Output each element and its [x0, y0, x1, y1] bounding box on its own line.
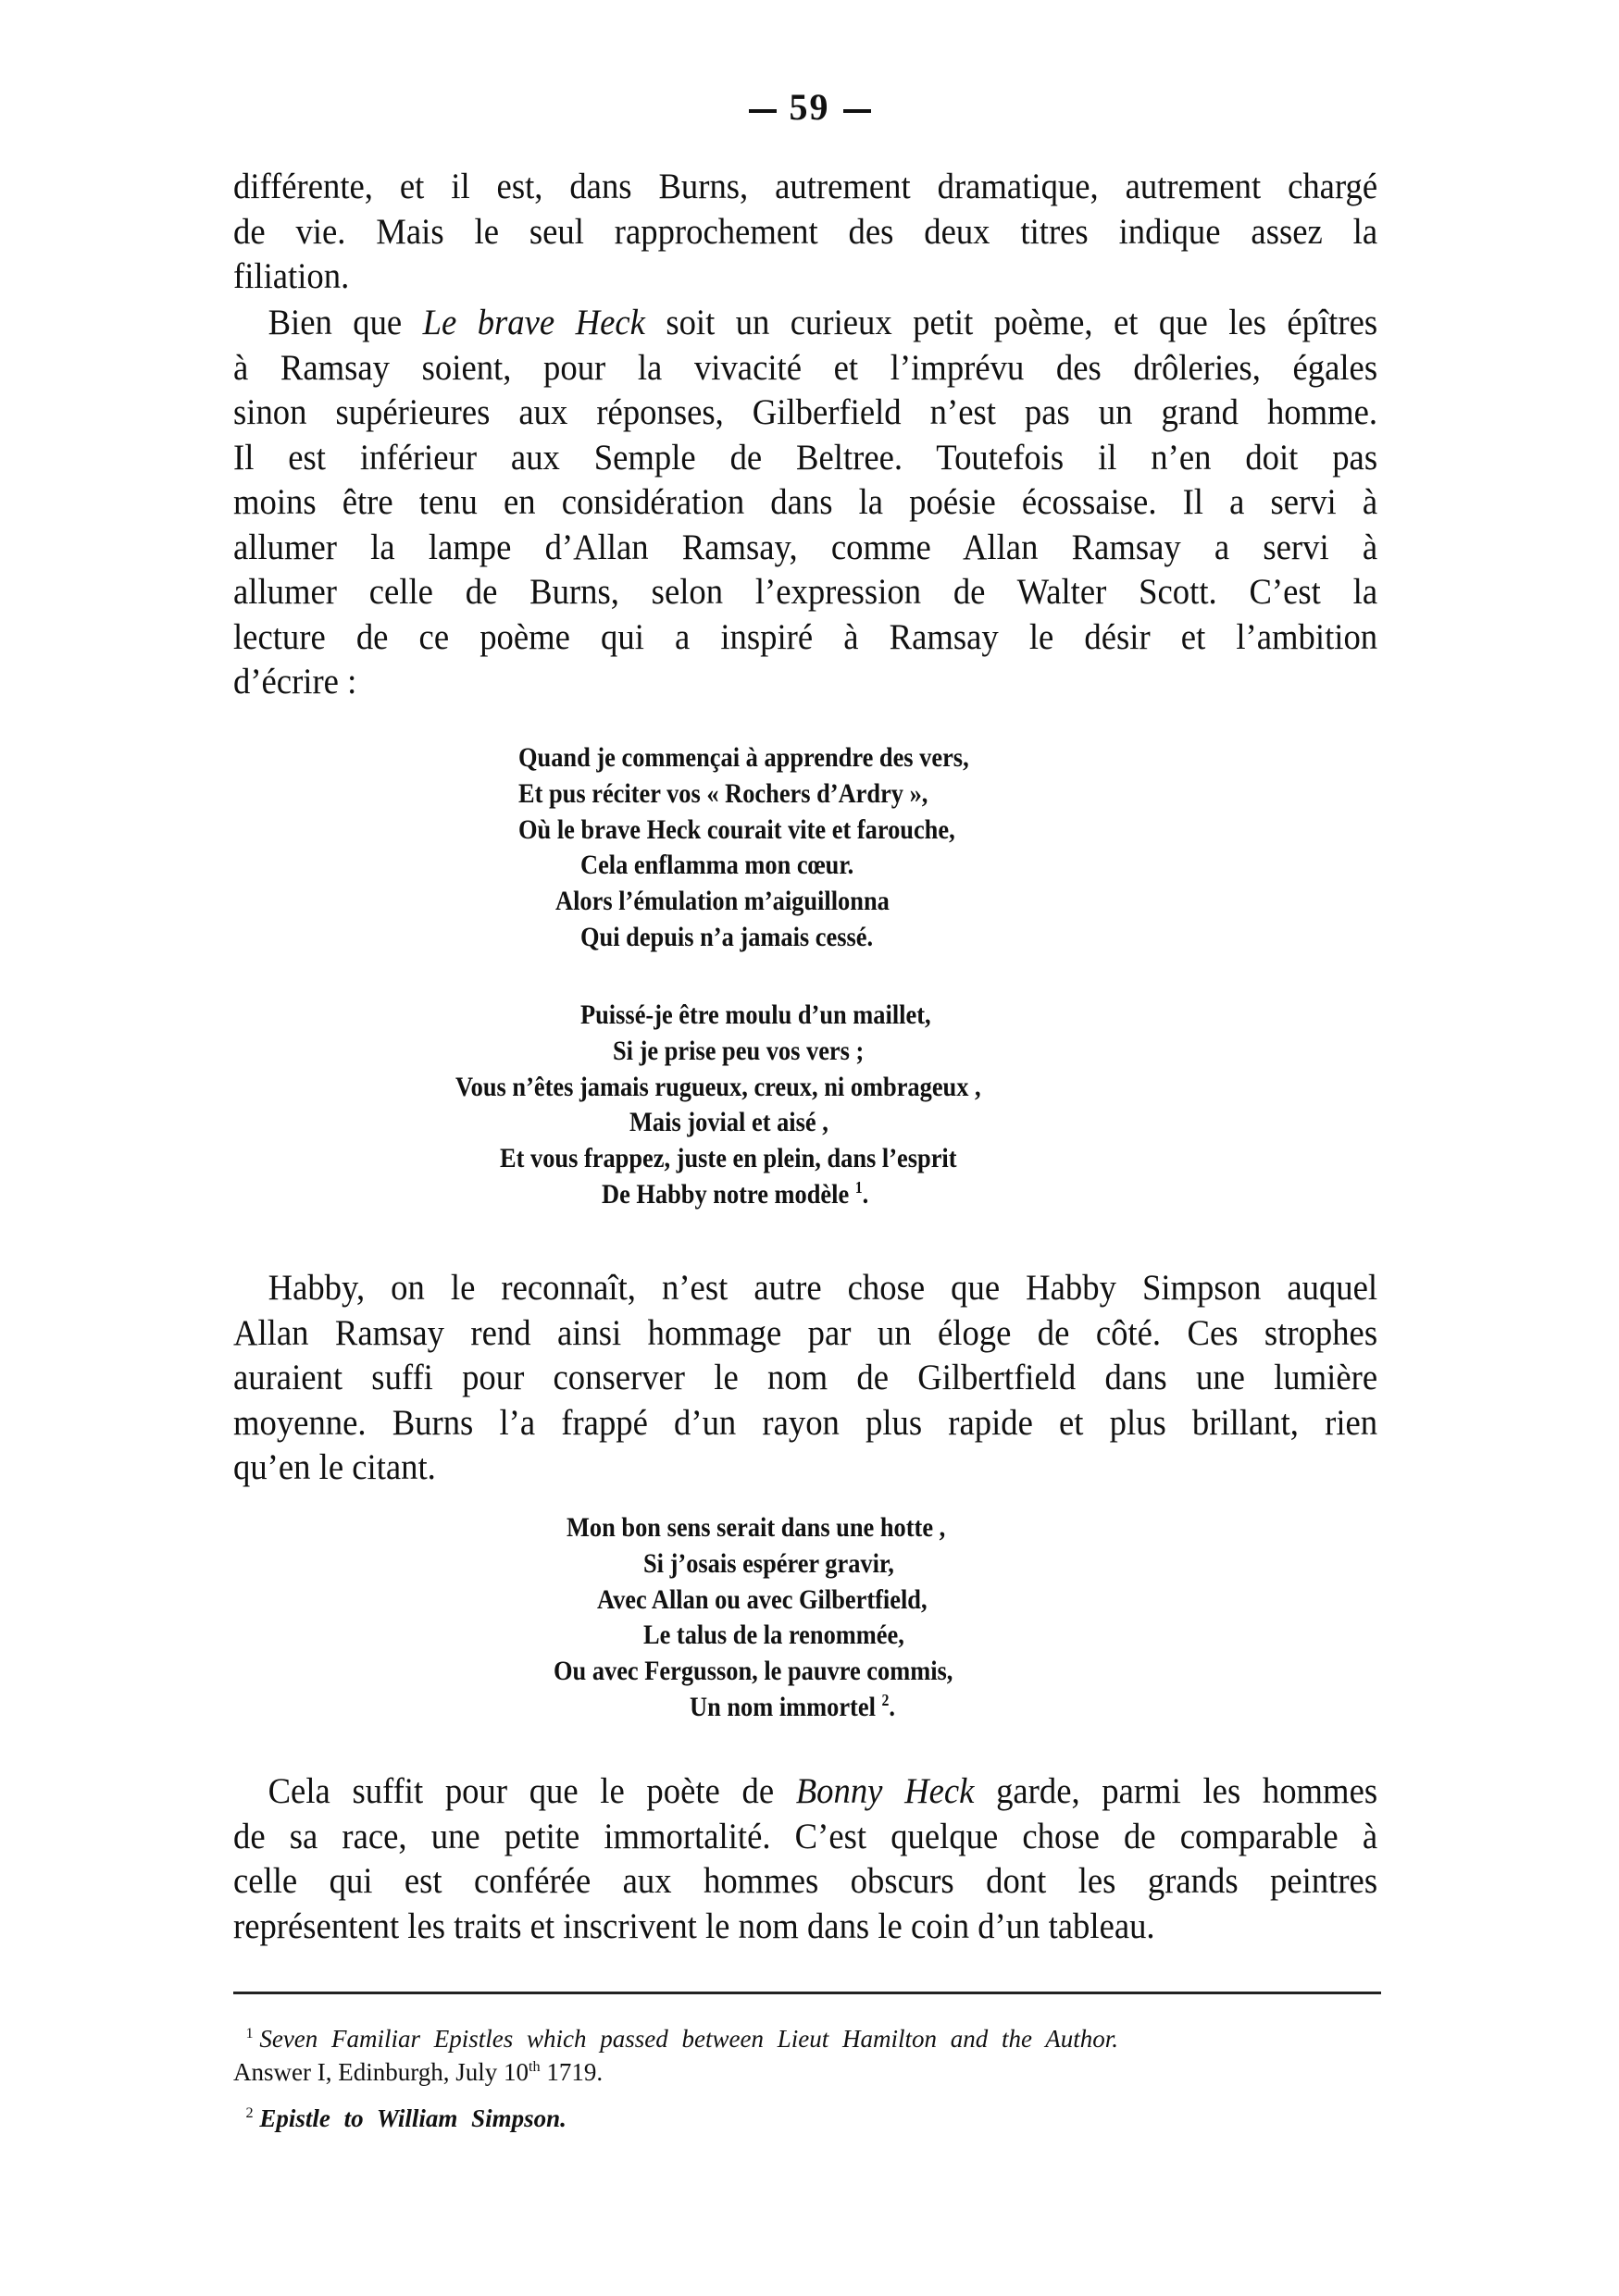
verse-line: Vous n’êtes jamais rugueux, creux, ni ombrageux ,	[455, 1071, 981, 1102]
paragraph-2	[233, 301, 1377, 705]
verse-line: Mon bon sens serait dans une hotte ,	[567, 1512, 946, 1543]
verse-line: Si je prise peu vos vers ;	[613, 1035, 865, 1066]
text-line: lecture de ce poème qui a inspiré à Ramsay le désir et l’ambition	[233, 616, 1378, 657]
verse-line: Et pus réciter vos « Rochers d’Ardry »,	[518, 777, 928, 809]
verse-stanza-1	[0, 740, 1619, 956]
work-title-italic: Bonny Heck	[795, 1771, 975, 1811]
footnotes	[233, 2022, 1381, 2135]
verse-line: Où le brave Heck courait vite et farouche,	[518, 813, 955, 845]
work-title-italic: Le brave Heck	[422, 303, 645, 342]
text-line: Cela suffit pour que le poète de Bonny Heck garde, parmi les hommes	[268, 1771, 1378, 1811]
page-number-value: 59	[789, 86, 830, 128]
footnote-ref-2[interactable]: 2	[881, 1690, 890, 1709]
verse-line: Si j’osais espérer gravir,	[643, 1547, 894, 1579]
paragraph-1	[233, 165, 1377, 300]
text-line: différente, et il est, dans Burns, autrement dramatique, autrement chargé	[233, 167, 1378, 206]
paragraph-4	[233, 1769, 1377, 1949]
footnote-citation-italic: Epistle to William Simpson.	[259, 2104, 567, 2132]
verse-stanza-3	[0, 1510, 1619, 1726]
footnote-1	[233, 2022, 1381, 2055]
text-line: Habby, on le reconnaît, n’est autre chose que Habby Simpson auquel	[268, 1268, 1378, 1308]
text-line: celle qui est conférée aux hommes obscurs dont les grands peintres	[233, 1861, 1378, 1901]
footnote-number: 1	[245, 2025, 254, 2042]
footnote-number: 2	[245, 2104, 254, 2121]
verse-stanza-2	[0, 998, 1619, 1213]
verse-line: Un nom immortel $^2$.	[690, 1690, 896, 1722]
text-line: allumer la lampe d’Allan Ramsay, comme Allan Ramsay a servi à	[233, 527, 1378, 567]
verse-line: Et vous frappez, juste en plein, dans l’esprit	[500, 1143, 957, 1174]
footnote-citation-italic: Seven Familiar Epistles which passed between Lieut Hamilton and the Author.	[259, 2025, 1119, 2053]
verse-line: Ou avec Fergusson, le pauvre commis,	[554, 1656, 953, 1687]
paragraph-3	[233, 1266, 1377, 1491]
text-line: Allan Ramsay rend ainsi hommage par un éloge de côté. Ces strophes	[233, 1312, 1378, 1353]
footnote-ref-1[interactable]: 1	[854, 1177, 863, 1197]
text-line: auraient suffi pour conserver le nom de Gilbertfield dans une lumière	[233, 1358, 1378, 1397]
text-line: qu’en le citant.	[233, 1447, 436, 1487]
text-line: moins être tenu en considération dans la poésie écossaise. Il a servi à	[233, 482, 1378, 522]
text-line: filiation.	[233, 256, 350, 296]
verse-line: Puissé-je être moulu d’un maillet,	[580, 999, 931, 1030]
page-number	[0, 85, 1619, 129]
text-line: allumer celle de Burns, selon l’expression de Walter Scott. C’est la	[233, 572, 1378, 612]
text-line: Il est inférieur aux Semple de Beltree. Toutefois il n’en doit pas	[233, 437, 1378, 478]
text-line: à Ramsay soient, pour la vivacité et l’imprévu des drôleries, égales	[233, 347, 1378, 388]
text-line: Bien que Le brave Heck soit un curieux petit poème, et que les épîtres	[268, 303, 1378, 342]
text-line: sinon supérieures aux réponses, Gilberfield n’est pas un grand homme.	[233, 392, 1378, 432]
verse-line: Quand je commençai à apprendre des vers,	[518, 742, 969, 773]
footnote-separator-rule	[233, 1992, 1381, 1994]
verse-line: De Habby notre modèle $^1$.	[602, 1177, 869, 1210]
verse-line: Le talus de la renommée,	[643, 1620, 904, 1651]
verse-line: Avec Allan ou avec Gilbertfield,	[597, 1583, 928, 1615]
verse-line: Mais jovial et aisé ,	[629, 1107, 828, 1138]
dash-right	[843, 109, 871, 113]
footnote-1-line-2: Answer I, Edinburgh, July 10th 1719.	[233, 2058, 604, 2086]
text-line: d’écrire :	[233, 662, 357, 701]
verse-line: Qui depuis n’a jamais cessé.	[580, 921, 874, 952]
text-line: de sa race, une petite immortalité. C’est quelque chose de comparable à	[233, 1816, 1378, 1856]
text-line: de vie. Mais le seul rapprochement des deux titres indique assez la	[233, 211, 1378, 252]
text-line: moyenne. Burns l’a frappé d’un rayon plus rapide et plus brillant, rien	[233, 1402, 1378, 1443]
text-line: représentent les traits et inscrivent le nom dans le coin d’un tableau.	[233, 1905, 1155, 1946]
verse-line: Alors l’émulation m’aiguillonna	[555, 886, 890, 917]
footnote-2	[233, 2102, 1381, 2135]
verse-line: Cela enflamma mon cœur.	[580, 850, 854, 881]
dash-left	[749, 109, 777, 113]
